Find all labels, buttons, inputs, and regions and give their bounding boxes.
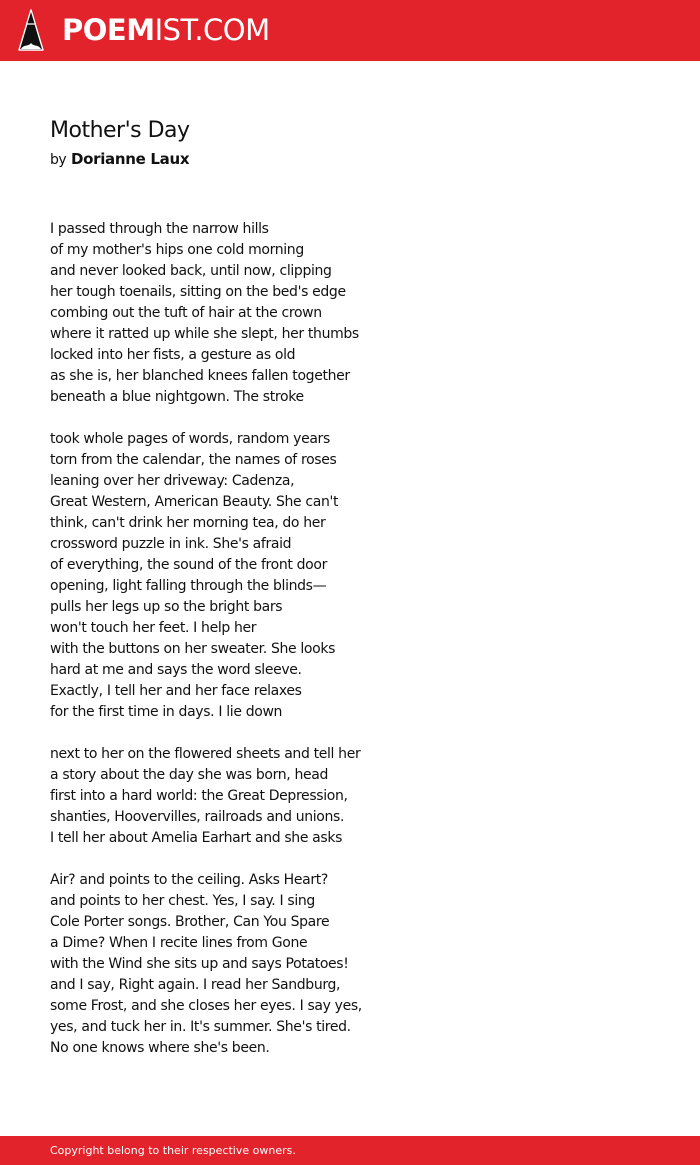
poem-line: shanties, Hoovervilles, railroads and unions.	[50, 809, 345, 825]
stanza	[50, 744, 650, 849]
poem-line: Cole Porter songs. Brother, Can You Spare	[50, 914, 330, 930]
poem-line: took whole pages of words, random years	[50, 431, 330, 447]
poem-line: beneath a blue nightgown. The stroke	[50, 389, 304, 405]
poem-line: yes, and tuck her in. It's summer. She's tired.	[50, 1019, 351, 1035]
poem-line: won't touch her feet. I help her	[50, 620, 257, 636]
poem-line: opening, light falling through the blinds—	[50, 578, 327, 594]
poem-line: hard at me and says the word sleeve.	[50, 662, 302, 678]
poem-body	[50, 219, 650, 1080]
poem-line: locked into her fists, a gesture as old	[50, 347, 296, 363]
poem-line: a story about the day she was born, head	[50, 767, 329, 783]
poem-line: think, can't drink her morning tea, do her	[50, 515, 326, 531]
poem-line: and I say, Right again. I read her Sandburg,	[50, 977, 341, 993]
copyright-notice: Copyright belong to their respective owners.	[50, 1144, 296, 1157]
brand-bold: POEM	[62, 13, 155, 47]
poem-line: a Dime? When I recite lines from Gone	[50, 935, 308, 951]
poem-line: next to her on the flowered sheets and tell her	[50, 746, 361, 762]
poem-byline	[50, 148, 189, 171]
poem-line: with the Wind she sits up and says Potatoes!	[50, 956, 349, 972]
poem-line: Great Western, American Beauty. She can't	[50, 494, 339, 510]
site-logo[interactable]	[62, 12, 270, 48]
poem-line: combing out the tuft of hair at the crown	[50, 305, 322, 321]
poem-line: torn from the calendar, the names of roses	[50, 452, 337, 468]
poem-line: Air? and points to the ceiling. Asks Heart?	[50, 872, 328, 888]
stanza	[50, 429, 650, 723]
poem-line: her tough toenails, sitting on the bed's edge	[50, 284, 346, 300]
poem-line: with the buttons on her sweater. She looks	[50, 641, 336, 657]
stanza	[50, 870, 650, 1059]
poem-line: crossword puzzle in ink. She's afraid	[50, 536, 292, 552]
poem-line: of everything, the sound of the front door	[50, 557, 327, 573]
poem-line: I tell her about Amelia Earhart and she asks	[50, 830, 343, 846]
poem-line: some Frost, and she closes her eyes. I say yes,	[50, 998, 362, 1014]
poem-line: No one knows where she's been.	[50, 1040, 270, 1056]
poem-line: pulls her legs up so the bright bars	[50, 599, 283, 615]
poem-title: Mother's Day	[50, 118, 190, 143]
poem-line: first into a hard world: the Great Depression,	[50, 788, 348, 804]
poem-line: I passed through the narrow hills	[50, 221, 269, 237]
poem-line: as she is, her blanched knees fallen together	[50, 368, 350, 384]
poem-line: where it ratted up while she slept, her thumbs	[50, 326, 359, 342]
stanza	[50, 219, 650, 408]
poem-author: Dorianne Laux	[70, 150, 190, 168]
brand-light: IST.COM	[154, 13, 270, 47]
poem-line: and points to her chest. Yes, I say. I sing	[50, 893, 315, 909]
site-footer	[0, 1136, 700, 1165]
poem-line: of my mother's hips one cold morning	[50, 242, 304, 258]
poem-line: for the first time in days. I lie down	[50, 704, 283, 720]
site-header	[0, 0, 700, 61]
poem-line: leaning over her driveway: Cadenza,	[50, 473, 295, 489]
poem-line: Exactly, I tell her and her face relaxes	[50, 683, 302, 699]
by-label: by	[50, 152, 67, 168]
pencil-tip-icon[interactable]	[18, 9, 44, 51]
poem-line: and never looked back, until now, clipping	[50, 263, 332, 279]
